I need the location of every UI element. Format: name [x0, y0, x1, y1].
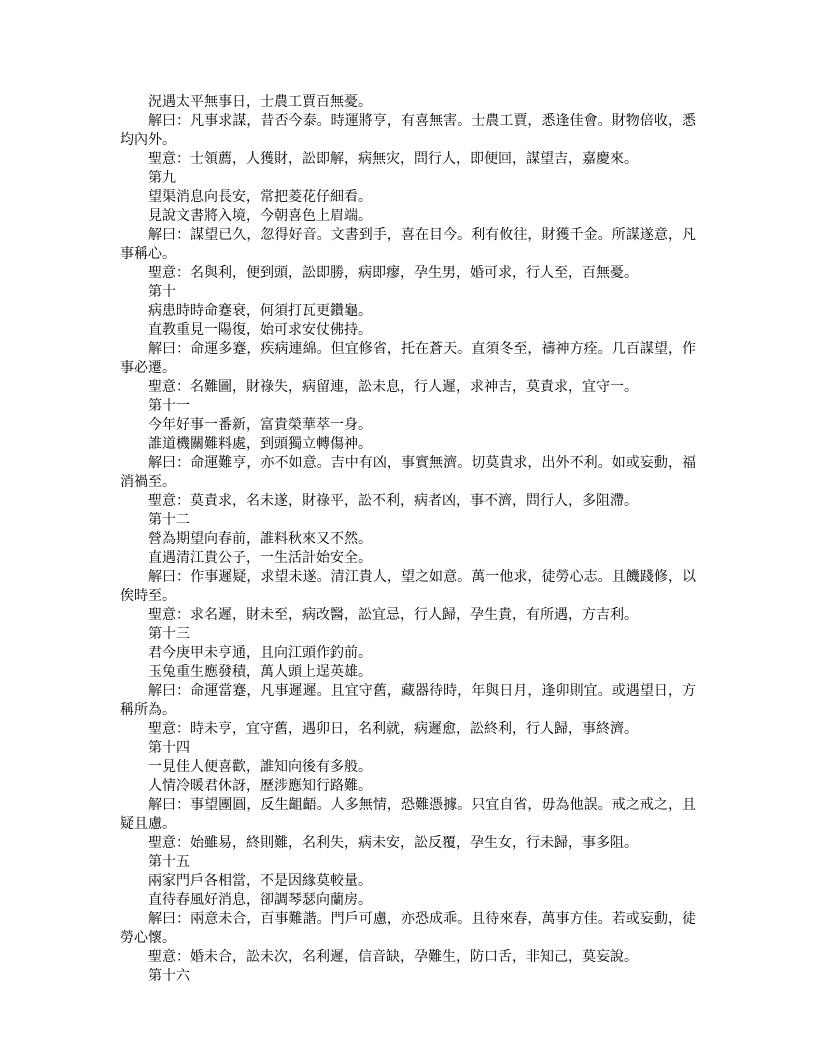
divine-meaning-paragraph: 聖意：求名遲，財未至，病改醫，訟宜忌，行人歸，孕生貴，有所遇，方吉利。 [148, 607, 638, 623]
divine-meaning-paragraph: 聖意：士領薦，人獲財，訟即解，病無灾，問行人，即便回，謀望吉，嘉慶來。 [148, 151, 638, 167]
interpretation-paragraph: 解曰：謀望已久，忽得好音。文書到手，喜在目今。利有攸往，財獲千金。所謀遂意，凡事稱心。 [120, 227, 696, 262]
interpretation-paragraph: 解曰：作事遲疑，求望未遂。清江貴人，望之如意。萬一他求，徒勞心志。且饑踐修，以俟時至。 [120, 569, 696, 604]
verse-line: 況遇太平無事日，士農工賈百無憂。 [148, 94, 372, 110]
verse-line: 今年好事一番新，富貴榮華萃一身。 [148, 417, 372, 433]
verse-line: 君今庚甲未亨通，且向江頭作釣前。 [148, 645, 372, 661]
divine-meaning-paragraph: 聖意：時未亨，宜守舊，遇卯日，名利就，病遲愈，訟終利，行人歸，事終濟。 [148, 721, 638, 737]
verse-line: 見說文書將入境，今朝喜色上眉端。 [148, 208, 372, 224]
section-heading: 第十二 [148, 512, 190, 528]
document-page [120, 93, 696, 986]
interpretation-paragraph: 解曰：命運難亨，亦不如意。吉中有凶，事實無濟。切莫貴求，出外不利。如或妄動，福消禍至。 [120, 455, 696, 490]
verse-line: 直教重見一陽復，始可求安仗佛持。 [148, 322, 372, 338]
divine-meaning-paragraph: 聖意：婚未合，訟未次，名利遲，信音缺，孕難生，防口舌，非知己，莫妄說。 [148, 949, 638, 965]
interpretation-paragraph: 解曰：命運當蹇，凡事遲遲。且宜守舊，藏器待時，年與日月，逢卯則宜。或遇望日，方稱所為。 [120, 683, 696, 718]
verse-line: 營為期望向春前，誰料秋來又不然。 [148, 531, 372, 547]
interpretation-paragraph: 解曰：凡事求謀，昔否今泰。時運將亨，有喜無害。士農工賈，悉逢佳會。財物倍收，悉均內外。 [120, 113, 696, 148]
section-heading: 第十 [148, 284, 176, 300]
section-heading: 第十六 [148, 968, 190, 984]
verse-line: 人情冷暖君休訝，歷涉應知行路難。 [148, 778, 372, 794]
divine-meaning-paragraph: 聖意：莫責求，名未遂，財祿平，訟不利，病者凶，事不濟，問行人，多阻滯。 [148, 493, 638, 509]
verse-line: 一見佳人便喜歡，誰知向後有多般。 [148, 759, 372, 775]
section-heading: 第九 [148, 170, 176, 186]
interpretation-paragraph: 解曰：命運多蹇，疾病連綿。但宜修省，托在蒼天。直須冬至，禱神方痊。几百謀望，作事必遷。 [120, 341, 696, 376]
divine-meaning-paragraph: 聖意：名與利，便到頭，訟即勝，病即瘳，孕生男，婚可求，行人至，百無憂。 [148, 265, 638, 281]
verse-line: 直遇清江貴公子，一生活計始安全。 [148, 550, 372, 566]
section-heading: 第十一 [148, 398, 190, 414]
verse-line: 直待春風好消息，卻調琴瑟向蘭房。 [148, 892, 372, 908]
verse-line: 兩家門戶各相當，不是因緣莫較量。 [148, 873, 372, 889]
section-heading: 第十三 [148, 626, 190, 642]
verse-line: 望渠消息向長安，常把菱花仔細看。 [148, 189, 372, 205]
section-heading: 第十五 [148, 854, 190, 870]
section-heading: 第十四 [148, 740, 190, 756]
verse-line: 玉兔重生應發積，萬人頭上逞英雄。 [148, 664, 372, 680]
verse-line: 誰道機關難料處，到頭獨立轉傷神。 [148, 436, 372, 452]
divine-meaning-paragraph: 聖意：始雖易，終則難，名利失，病未安，訟反覆，孕生女，行未歸，事多阻。 [148, 835, 638, 851]
verse-line: 病患時時命蹇衰，何須打瓦更鑽龜。 [148, 303, 372, 319]
interpretation-paragraph: 解曰：兩意未合，百事難諧。門戶可慮，亦恐成乖。且待來春，萬事方佳。若或妄動，徒勞心懷。 [120, 911, 696, 946]
interpretation-paragraph: 解曰：事望團圓，反生齟齬。人多無情，恐難憑據。只宜自省，毋為他誤。戒之戒之，且疑且慮。 [120, 797, 696, 832]
divine-meaning-paragraph: 聖意：名難圖，財祿失，病留連，訟未息，行人遲，求神吉，莫責求，宜守一。 [148, 379, 638, 395]
